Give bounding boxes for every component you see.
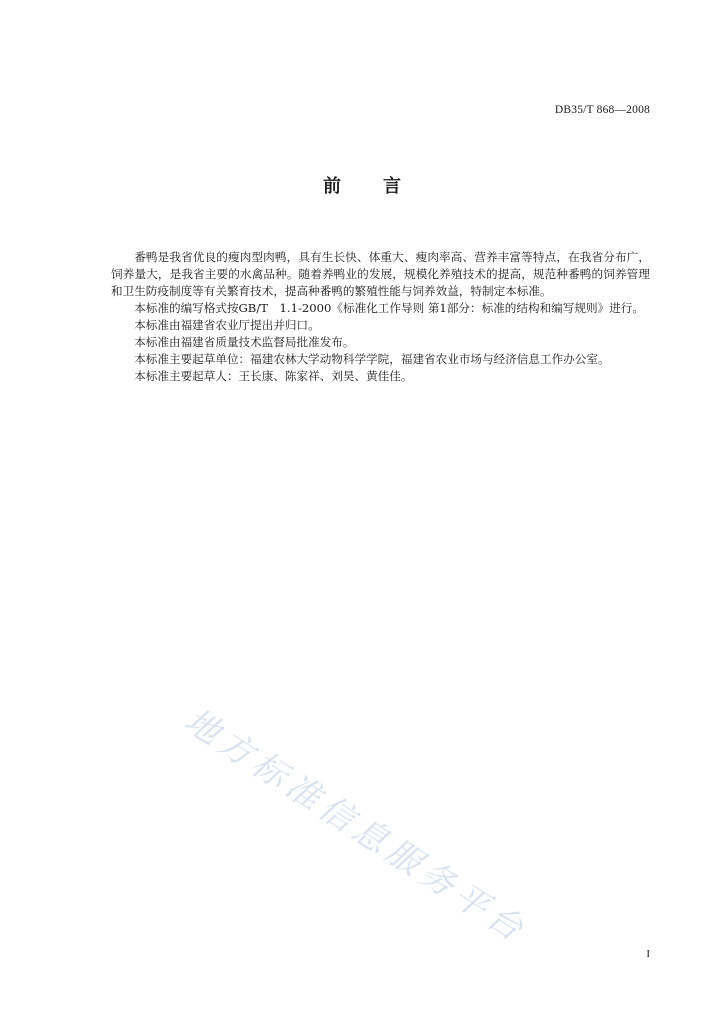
paragraph-intro: 番鸭是我省优良的瘦肉型肉鸭，具有生长快、体重大、瘦肉率高、营养丰富等特点，在我省分布广，饲养量大，是我省主要的水禽品种。随着养鸭业的发展，规模化养殖技术的提高，规范种番鸭的饲养管理和卫生防疫制度等有关繁育技术，提高种番鸭的繁殖性能与饲养效益，特制定本标准。	[111, 250, 650, 298]
paragraph-proposer: 本标准由福建省农业厅提出并归口。	[134, 318, 320, 332]
watermark: 地方标准信息服务平台	[177, 700, 535, 953]
paragraph-approver: 本标准由福建省质量技术监督局批准发布。	[134, 335, 355, 349]
page-number: I	[646, 948, 650, 960]
document-number: DB35/T 868—2008	[554, 104, 650, 116]
foreword-body	[111, 249, 650, 385]
paragraph-drafting-units: 本标准主要起草单位：福建农林大学动物科学学院，福建省农业市场与经济信息工作办公室。	[134, 352, 610, 366]
paragraph-format: 本标准的编写格式按GB/T 1.1-2000《标准化工作导则 第1部分：标准的结构和编写规则》进行。	[134, 301, 644, 315]
page-title: 前言	[323, 176, 443, 197]
paragraph-drafters: 本标准主要起草人：王长康、陈家祥、刘昊、黄佳佳。	[134, 369, 413, 383]
